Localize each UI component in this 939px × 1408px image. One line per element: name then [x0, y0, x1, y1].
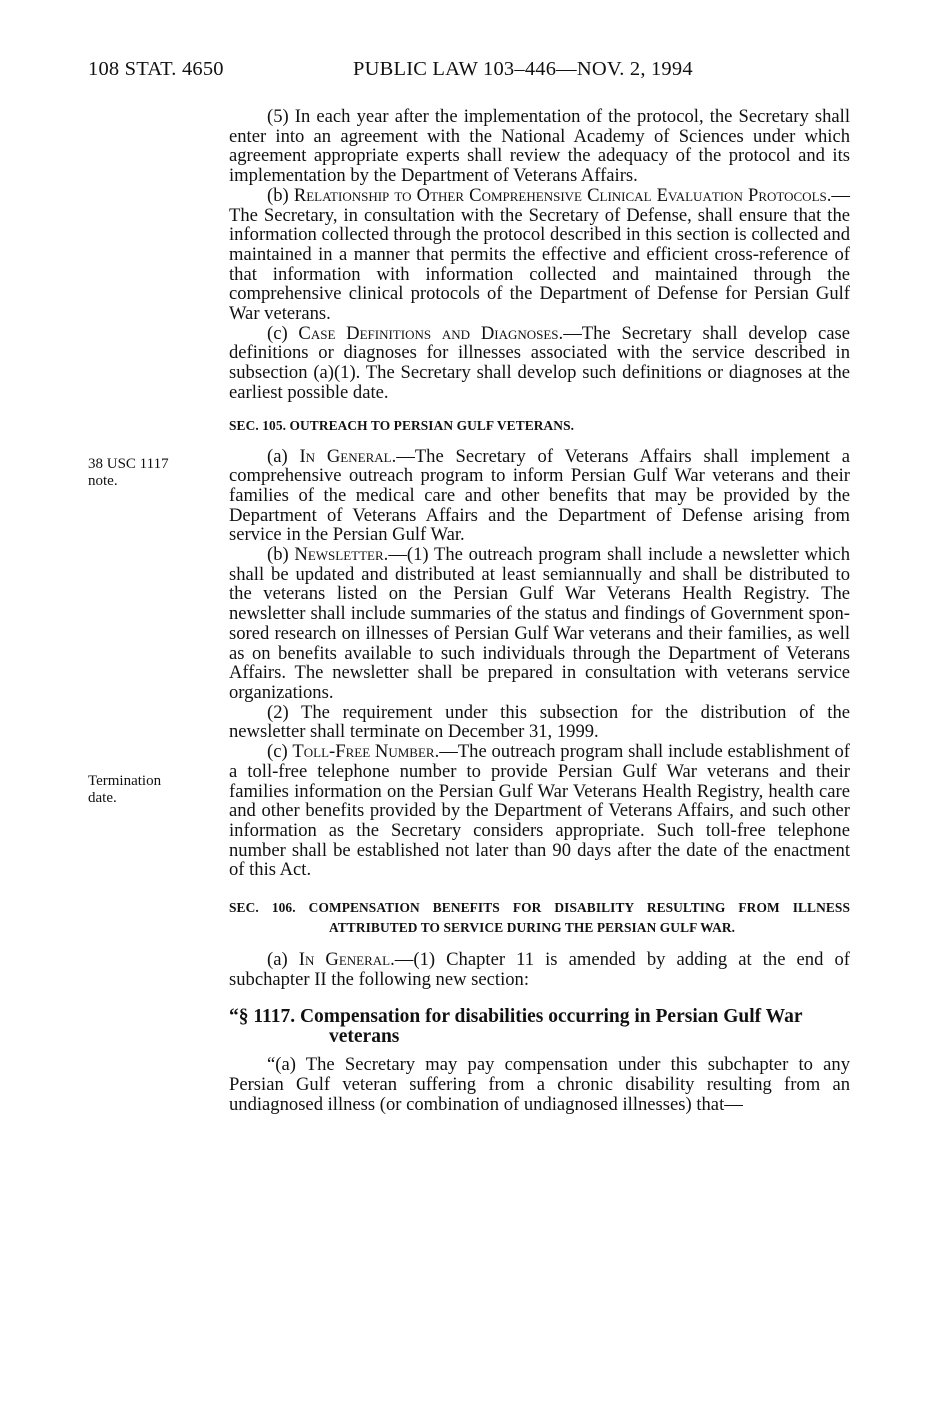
section-105-paragraph-c — [229, 742, 850, 880]
margin-note-termination-line1: Termination — [88, 773, 162, 789]
paragraph-b — [229, 186, 850, 324]
margin-note-usc-line2: note. — [88, 473, 118, 489]
section-105-heading: SEC. 105. OUTREACH TO PERSIAN GULF VETERANS. — [229, 417, 575, 433]
section-105-paragraph-b2: (2) The requirement under this subsection for the distribution of the newsletter shall terminate on December 31, 1999. — [229, 701, 850, 743]
margin-note-usc-line1: 38 USC 1117 — [88, 456, 169, 472]
section-105-b-text: —(1) The outreach program shall include a newsletter which shall be updated and distributed at least semiannually and shall be distributed to the veterans listed on the Persian Gulf War Veterans Health Registry. The newsletter shall include summaries of the status and findings of Government sponsored research on illnesses of Persian Gulf War veterans and their families, as well as on benefits available to such individuals through the Department of Veterans Affairs. The newsletter shall be prepared in consultation with veterans service organizations. — [229, 544, 850, 703]
statute-body — [229, 107, 850, 1115]
section-105-c-label: (c) — [267, 741, 293, 763]
margin-note-termination-line2: date. — [88, 790, 117, 806]
section-105-a-label: (a) — [267, 445, 300, 467]
section-106-a-label: (a) — [267, 949, 299, 971]
section-105-a-heading: In General. — [299, 445, 397, 467]
section-105-c-text: —The outreach program shall include establishment of a toll-free telephone number to provide Persian Gulf War veterans and their families information on the Persian Gulf War Veterans Health Registry, health care and other benefits provided by the Department of Veterans Affairs, and such other information as the Secretary considers appropriate. Such toll-free telephone number shall be established not later than 90 days after the date of the enactment of this Act. — [229, 741, 850, 881]
section-105-a-text: —The Secretary of Veterans Affairs shall implement a comprehensive outreach program to inform Persian Gulf War veterans and their families of the medical care and other benefits that may be provided by the Department of Veterans Affairs and the Department of Defense arising from service in the Persian Gulf War. — [229, 445, 850, 546]
running-header — [88, 58, 848, 88]
section-1117-title: “§ 1117. Compensation for disabilities occurring in Persian Gulf War veterans — [229, 1006, 803, 1048]
paragraph-c-heading: Case Definitions and Diagnoses. — [298, 322, 564, 344]
margin-note-termination — [88, 773, 218, 807]
section-105-c-heading: Toll-Free Number. — [292, 741, 440, 763]
paragraph-c-text: —The Secretary shall develop case definitions or diagnoses for illnesses associated with the service described in subsection (a)(1). The Secretary shall develop such definitions or diagnoses at the earliest possible date. — [229, 322, 850, 403]
statute-page-number: 108 STAT. 4650 — [88, 58, 224, 80]
section-105-b-label: (b) — [267, 544, 295, 566]
paragraph-a5: (5) In each year after the implementation of the protocol, the Secretary shall enter into an agreement with the National Academy of Sciences under which agreement appropriate experts shall review the adequacy of the protocol and its implementation by the Department of Veterans Affairs. — [229, 106, 850, 187]
paragraph-b-text: —The Secretary, in consultation with the Secretary of Defense, shall ensure that the information collected through the protocol described in this section is collected and maintained in a manner that permits the effective and efficient cross-reference of that information with information collected and maintained through the comprehensive clinical protocols of the Department of Defense for Persian Gulf War veterans. — [229, 184, 850, 325]
margin-note-usc — [88, 456, 218, 490]
paragraph-b-heading: Relationship to Other Comprehensive Clinical Evaluation Protocols. — [293, 184, 832, 206]
paragraph-c — [229, 324, 850, 403]
section-105-paragraph-a — [229, 447, 850, 546]
public-law-citation: PUBLIC LAW 103–446—NOV. 2, 1994 — [353, 58, 693, 80]
section-106-paragraph-a — [229, 950, 850, 989]
section-105-paragraph-b — [229, 545, 850, 703]
paragraph-b-label: (b) — [267, 184, 294, 206]
section-106-a-heading: In General. — [298, 949, 395, 971]
section-106-a-text: —(1) Chapter 11 is amended by adding at the end of subchapter II the following new section: — [229, 949, 850, 990]
section-105-b-heading: Newsletter. — [294, 544, 389, 566]
paragraph-c-label: (c) — [267, 322, 299, 344]
section-106-heading: SEC. 106. COMPENSATION BENEFITS FOR DISABILITY RESULTING FROM ILLNESS ATTRIBUTED TO SERVICE DURING THE PERSIAN GULF WAR. — [229, 900, 850, 935]
section-1117-paragraph-a: “(a) The Secretary may pay compensation under this subchapter to any Persian Gulf veteran suffering from a chronic disability resulting from an undiagnosed illness (or combination of undiagnosed illnesses) that— — [229, 1054, 850, 1115]
